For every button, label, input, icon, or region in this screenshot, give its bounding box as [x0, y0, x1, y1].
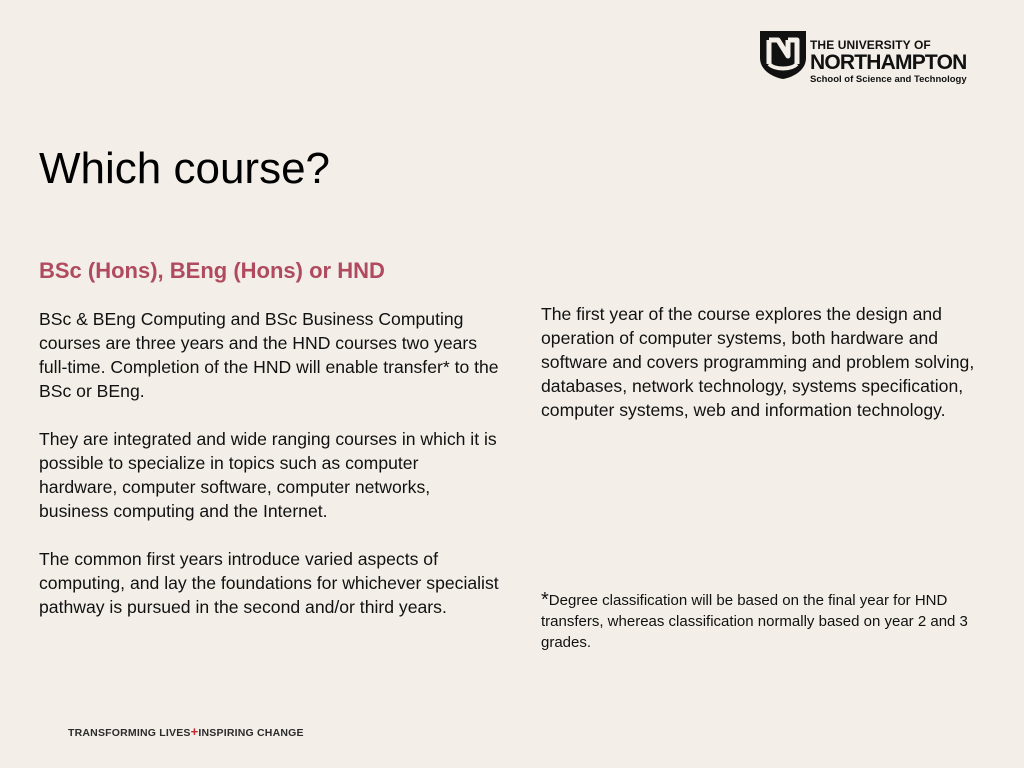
- left-text-column: [39, 307, 501, 643]
- university-shield-icon: [758, 28, 808, 80]
- paragraph-first-years: The common first years introduce varied aspects of computing, and lay the foundations for whichever specialist pathway is pursued in the second and/or third years.: [39, 549, 499, 617]
- footer-tagline: [68, 724, 304, 739]
- footnote-marker: *: [541, 589, 549, 611]
- tagline-plus-icon: +: [190, 724, 199, 739]
- logo-line-1: THE UNIVERSITY OF: [810, 38, 931, 52]
- page-title: Which course?: [39, 144, 331, 193]
- paragraph-course-duration: BSc & BEng Computing and BSc Business Computing courses are three years and the HND courses two years full-time. Completion of the HND will enable transfer* to the BSc or BEng.: [39, 309, 499, 401]
- university-logo: [758, 28, 988, 90]
- footnote-text: Degree classification will be based on the final year for HND transfers, whereas classification normally based on year 2 and 3 grades.: [541, 592, 968, 651]
- paragraph-course-topics: They are integrated and wide ranging courses in which it is possible to specialize in topics such as computer hardware, computer software, computer networks, business computing and the Internet.: [39, 429, 497, 521]
- logo-wordmark: [810, 39, 967, 85]
- section-subheading: BSc (Hons), BEng (Hons) or HND: [39, 258, 385, 283]
- logo-line-3: School of Science and Technology: [810, 74, 967, 85]
- tagline-part-2: INSPIRING CHANGE: [198, 727, 304, 739]
- right-text-column: [541, 302, 1001, 422]
- paragraph-first-year-content: The first year of the course explores the design and operation of computer systems, both hardware and software and covers programming and problem solving, databases, network technology, systems specification, computer systems, web and information technology.: [541, 304, 975, 420]
- logo-line-2: NORTHAMPTON: [810, 51, 967, 74]
- footnote: [541, 590, 981, 653]
- tagline-part-1: TRANSFORMING LIVES: [68, 727, 191, 739]
